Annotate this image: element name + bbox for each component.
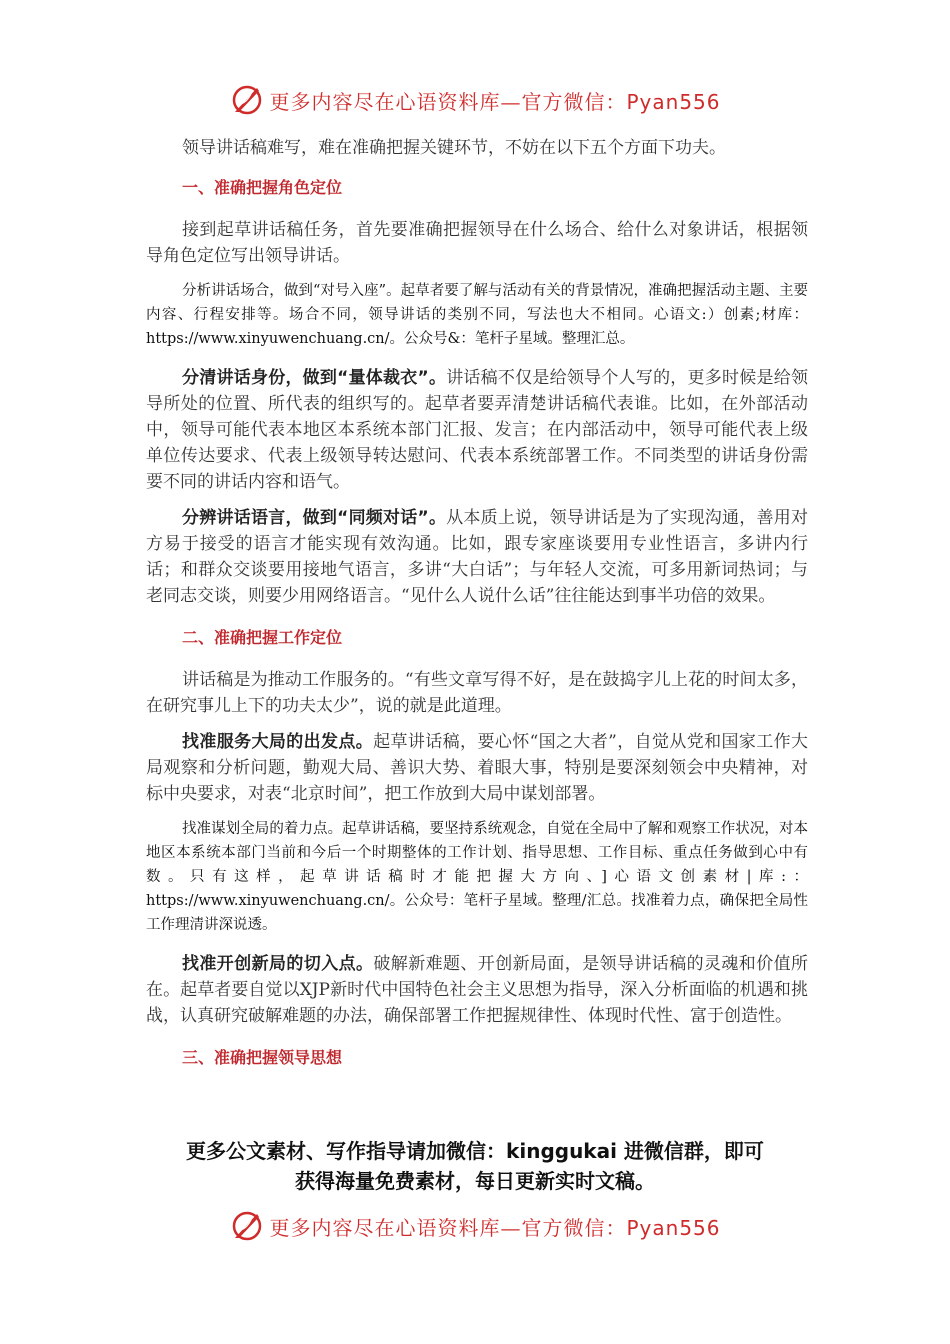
section1-paragraph-3: 分辨讲话语言，做到“同频对话”。从本质上说，领导讲话是为了实现沟通，善用对方易于接受的语言才能实现有效沟通。比如，跟专家座谈要用专业性语言，多讲内行话；和群众交谈要用接地气语言，多讲“大白话”；与年轻人交流，可多用新词热词；与老同志交谈，则要少用网络语言。“见什么人说什么话”往往能达到事半功倍的效果。 (146, 508, 808, 606)
page-header (0, 82, 950, 118)
section-heading-3: 三、准确把握领导思想 (182, 1048, 343, 1067)
wechat-id: Pyan556 (626, 89, 721, 114)
section1-paragraph-2: 分清讲话身份，做到“量体裁衣”。讲话稿不仅是给领导个人写的，更多时候是给领导所处的位置、所代表的组织写的。起草者要弄清楚讲话稿代表谁。比如，在外部活动中，领导可能代表本地区本系统本部门汇报、发言；在内部活动中，领导可能代表上级单位传达要求、代表上级领导转达慰问、代表本系统部署工作。不同类型的讲话身份需要不同的讲话内容和语气。 (146, 368, 808, 492)
page-footer (0, 1208, 950, 1244)
section2-paragraph-1: 找准服务大局的出发点。起草讲话稿，要心怀“国之大者”，自觉从党和国家工作大局观察和分析问题，勤观大局、善识大势、着眼大事，特别是要深刻领会中央精神，对标中央要求，对表“北京时间”，把工作放到大局中谋划部署。 (146, 732, 809, 804)
quill-logo-icon (229, 82, 265, 118)
footer-wechat-id: Pyan556 (626, 1215, 721, 1240)
section1-p3-bold: 分辨讲话语言，做到“同频对话”。 (182, 508, 447, 528)
section2-small-paragraph: 找准谋划全局的着力点。起草讲话稿，要坚持系统观念，自觉在全局中了解和观察工作状况，对本地区本系统本部门当前和今后一个时期整体的工作计划、指导思想、工作目标、重点任务做到心中有数。只有这样，起草讲话稿时才能把握大方向、]心语文创素材|库:：https://www.xinyuwenchuang.cn/。公众号：笔杆子星域。整理/汇总。找准着力点，确保把全局性工作理清讲深说透。 (146, 821, 808, 933)
promo-line-2: 获得海量免费素材，每日更新实时文稿。 (295, 1169, 655, 1193)
section2-paragraph-3: 找准开创新局的切入点。破解新难题、开创新局面，是领导讲话稿的灵魂和价值所在。起草者要自觉以XJP新时代中国特色社会主义思想为指导，深入分析面临的机遇和挑战，认真研究破解难题的办法，确保部署工作把握规律性、体现时代性、富于创造性。 (146, 954, 809, 1026)
section1-lead: 接到起草讲话稿任务，首先要准确把握领导在什么场合、给什么对象讲话，根据领导角色定位写出领导讲话。 (146, 220, 808, 266)
footer-brand-text: 更多内容尽在心语资料库—官方微信：Pyan556 (269, 1215, 721, 1240)
section2-lead: 讲话稿是为推动工作服务的。“有些文章写得不好，是在鼓捣字儿上花的时间太多，在研究事儿上下的功夫太少”，说的就是此道理。 (146, 670, 808, 716)
article-body (146, 135, 808, 1087)
section2-p3-bold: 找准开创新局的切入点。 (182, 954, 374, 974)
quill-logo-icon (229, 1208, 265, 1244)
promo-banner (0, 1136, 950, 1196)
brand-text: 更多内容尽在心语资料库—官方微信：Pyan556 (269, 89, 721, 114)
section1-small-paragraph: 分析讲话场合，做到“对号入座”。起草者要了解与活动有关的背景情况，准确把握活动主题、主要内容、行程安排等。场合不同，领导讲话的类别不同，写法也大不相同。心语文:）创素;材库：https://www.xinyuwenchuang.cn/。公众号&：笔杆子星域。整理汇总。 (146, 283, 808, 347)
section-heading-2: 二、准确把握工作定位 (182, 628, 343, 647)
section1-p2-bold: 分清讲话身份，做到“量体裁衣”。 (182, 368, 447, 388)
section2-p1-bold: 找准服务大局的出发点。 (182, 732, 374, 752)
section-heading-1: 一、准确把握角色定位 (182, 178, 343, 197)
intro-paragraph: 领导讲话稿难写，难在准确把握关键环节，不妨在以下五个方面下功夫。 (182, 138, 726, 158)
promo-line-1: 更多公文素材、写作指导请加微信：kinggukai 进微信群，即可 (186, 1139, 764, 1163)
